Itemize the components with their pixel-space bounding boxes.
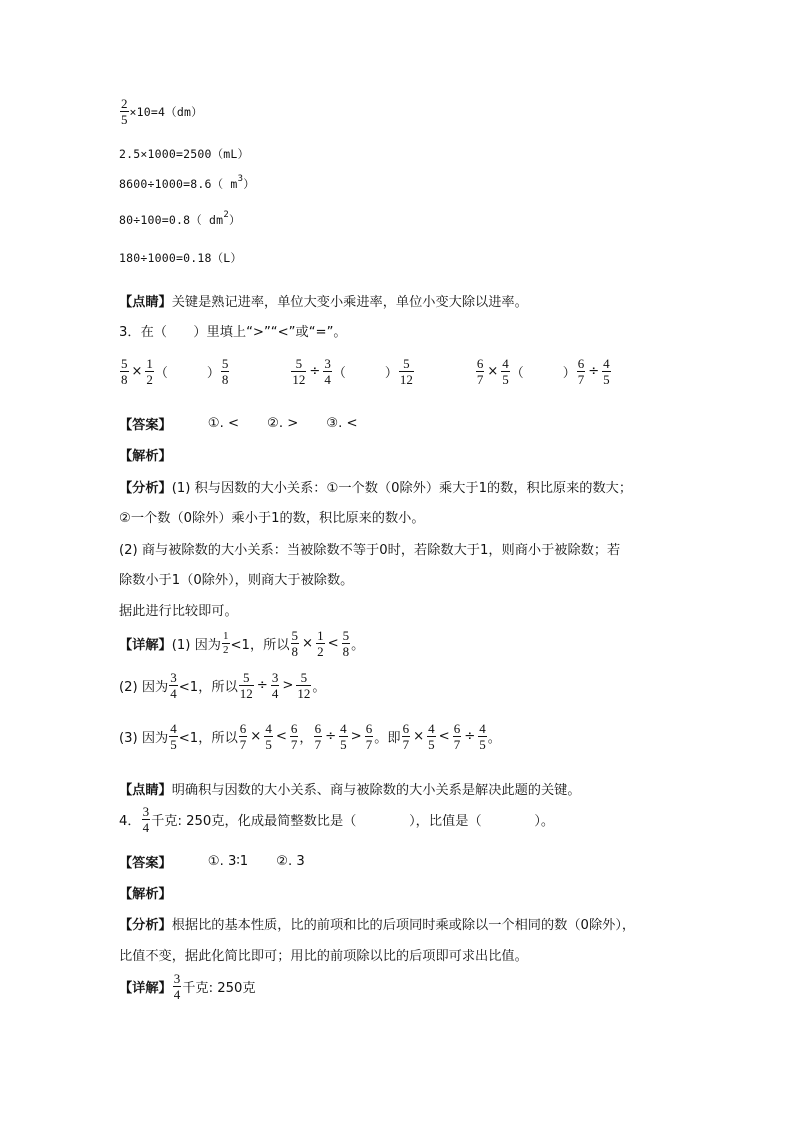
question-4-stem: 4． $\frac{3}{4}$ 千克: 250克，化成最简整数比是（ ），比值是（ ）。 bbox=[119, 804, 555, 835]
detail-line-1: 【详解】 (1) 因为 $\frac{1}{2}$ <1，所以 $\frac{5}{8}$ × $\frac{1}{2}$ < $\frac{5}{8}$ 。 bbox=[119, 628, 365, 659]
equation-text: ×10=4（dm） bbox=[129, 104, 203, 119]
question-3-answer: 【答案】 ①. < ②. > ③. < bbox=[119, 416, 358, 433]
question-4-answer: 【答案】 ①. 3∶1 ②. 3 bbox=[119, 854, 305, 871]
analysis-heading: 【解析】 bbox=[119, 449, 172, 464]
detail-line-2: (2) 因为 $\frac{3}{4}$ <1，所以 $\frac{5}{12}$ ÷ $\frac{3}{4}$ > $\frac{5}{12}$ 。 bbox=[119, 670, 326, 701]
blank-1[interactable]: （ ） bbox=[154, 366, 220, 381]
detail-line-3: (3) 因为 $\frac{4}{5}$ <1，所以 $\frac{6}{7}$ × $\frac{4}{5}$ < $\frac{6}{7}$ ， $\frac{6}{7}$ ÷ $\frac{4}{5}$ > $\frac{6}{7}$ 。即 $\frac{6}{7}$ × $\frac{4}{5}$ < $\frac{6}{7}$ ÷ $\frac{4}{5}$ 。 bbox=[119, 721, 501, 752]
blank-2[interactable]: （ ） bbox=[332, 366, 398, 381]
q4-analysis-line-2: 比值不变，据此化简比即可；用比的前项除以比的后项即可求出比值。 bbox=[119, 949, 528, 964]
conversion-line-2: 2.5×1000=2500（mL） bbox=[119, 147, 250, 161]
conversion-line-5: 180÷1000=0.18（L） bbox=[119, 251, 243, 265]
analysis-line-1: 【分析】 (1) 积与因数的大小关系：①一个数（0除外）乘大于1的数，积比原来的数大； bbox=[119, 481, 633, 496]
analysis-heading-2: 【解析】 bbox=[119, 887, 172, 902]
conversion-line-3: 8600÷1000=8.6（ m 3 ） bbox=[119, 174, 255, 191]
q4-detail-line: 【详解】 $\frac{3}{4}$ 千克: 250克 bbox=[119, 971, 256, 1002]
blank-3[interactable]: （ ） bbox=[510, 366, 576, 381]
tip-paragraph-2: 【点睛】 明确积与因数的大小关系、商与被除数的大小关系是解决此题的关键。 bbox=[119, 783, 581, 798]
conversion-line-4: 80÷100=0.8（ dm 2 ） bbox=[119, 210, 241, 227]
analysis-line-3: (2) 商与被除数的大小关系：当被除数不等于0时，若除数大于1，则商小于被除数；若 bbox=[119, 543, 621, 558]
fraction: $\frac{2}{5}$ bbox=[121, 96, 128, 127]
analysis-line-2: ②一个数（0除外）乘小于1的数，积比原来的数小。 bbox=[119, 511, 425, 526]
question-3-stem: 3．在（ ）里填上“>”“<”或“=”。 bbox=[119, 325, 347, 340]
conversion-line-1 bbox=[119, 97, 203, 126]
question-3-expressions: $\frac{5}{8}$ × $\frac{1}{2}$ （ ） $\frac{5}{8}$ $\frac{5}{12}$ ÷ $\frac{3}{4}$ （ ） $\frac{5}{12}$ $\frac{6}{7}$ × $\frac{4}{5}$ （ ） $\frac{6}{7}$ ÷ $\frac{4}{5}$ bbox=[121, 356, 610, 387]
tip-paragraph: 【点睛】 关键是熟记进率，单位大变小乘进率，单位小变大除以进率。 bbox=[119, 295, 528, 310]
analysis-line-4: 除数小于1（0除外），则商大于被除数。 bbox=[119, 573, 354, 588]
analysis-line-5: 据此进行比较即可。 bbox=[119, 604, 238, 619]
q4-analysis-line-1: 【分析】 根据比的基本性质，比的前项和比的后项同时乘或除以一个相同的数（0除外）， bbox=[119, 918, 636, 933]
